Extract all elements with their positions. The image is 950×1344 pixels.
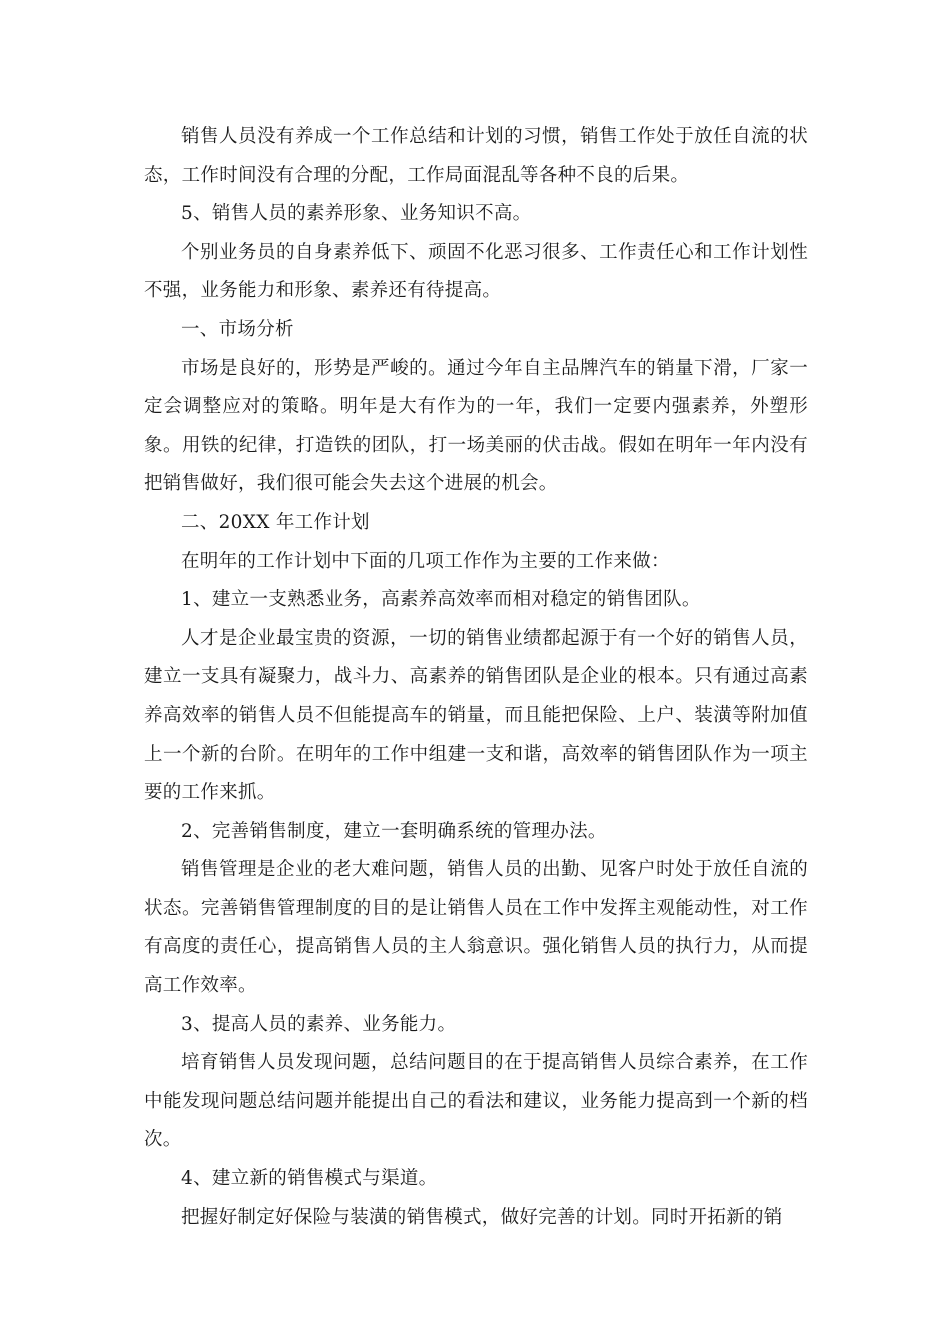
heading-sales-channels: 4、建立新的销售模式与渠道。 — [181, 1168, 438, 1190]
paragraph-plan-intro: 在明年的工作计划中下面的几项工作作为主要的工作来做： — [181, 550, 670, 572]
heading-staff-ability: 3、提高人员的素养、业务能力。 — [181, 1013, 457, 1035]
heading-work-plan: 二、20XX 年工作计划 — [181, 511, 370, 533]
heading-sales-system: 2、完善销售制度，建立一套明确系统的管理办法。 — [181, 820, 607, 842]
paragraph-sales-system: 销售管理是企业的老大难问题，销售人员的出勤、见客户时处于放任自流的状态。完善销售管理制度的目的是让销售人员在工作中发挥主观能动性，对工作有高度的责任心，提高销售人员的主人翁意识。强化销售人员的执行力，从而提高工作效率。 — [144, 859, 808, 997]
heading-quality-image: 5、销售人员的素养形象、业务知识不高。 — [181, 203, 532, 225]
paragraph-market-analysis: 市场是良好的，形势是严峻的。通过今年自主品牌汽车的销量下滑，厂家一定会调整应对的策略。明年是大有作为的一年，我们一定要内强素养，外塑形象。用铁的纪律，打造铁的团队，打一场美丽的伏击战。假如在明年一年内没有把销售做好，我们很可能会失去这个进展的机会。 — [144, 357, 808, 495]
paragraph-habit-problem: 销售人员没有养成一个工作总结和计划的习惯，销售工作处于放任自流的状态，工作时间没有合理的分配，工作局面混乱等各种不良的后果。 — [144, 126, 808, 186]
paragraph-sales-team: 人才是企业最宝贵的资源，一切的销售业绩都起源于有一个好的销售人员，建立一支具有凝聚力，战斗力、高素养的销售团队是企业的根本。只有通过高素养高效率的销售人员不但能提高车的销量，而且能把保险、上户、装潢等附加值上一个新的台阶。在明年的工作中组建一支和谐，高效率的销售团队作为一项主要的工作来抓。 — [144, 627, 808, 804]
paragraph-sales-channels: 把握好制定好保险与装潢的销售模式，做好完善的计划。同时开拓新的销 — [181, 1206, 783, 1228]
paragraph-staff-ability: 培育销售人员发现问题，总结问题目的在于提高销售人员综合素养，在工作中能发现问题总结问题并能提出自己的看法和建议，业务能力提高到一个新的档次。 — [144, 1052, 808, 1151]
heading-sales-team: 1、建立一支熟悉业务，高素养高效率而相对稳定的销售团队。 — [181, 589, 701, 611]
paragraph-salesperson-quality: 个别业务员的自身素养低下、顽固不化恶习很多、工作责任心和工作计划性不强，业务能力和形象、素养还有待提高。 — [144, 241, 808, 302]
heading-market-analysis: 一、市场分析 — [181, 318, 294, 340]
document-page — [144, 118, 808, 1237]
